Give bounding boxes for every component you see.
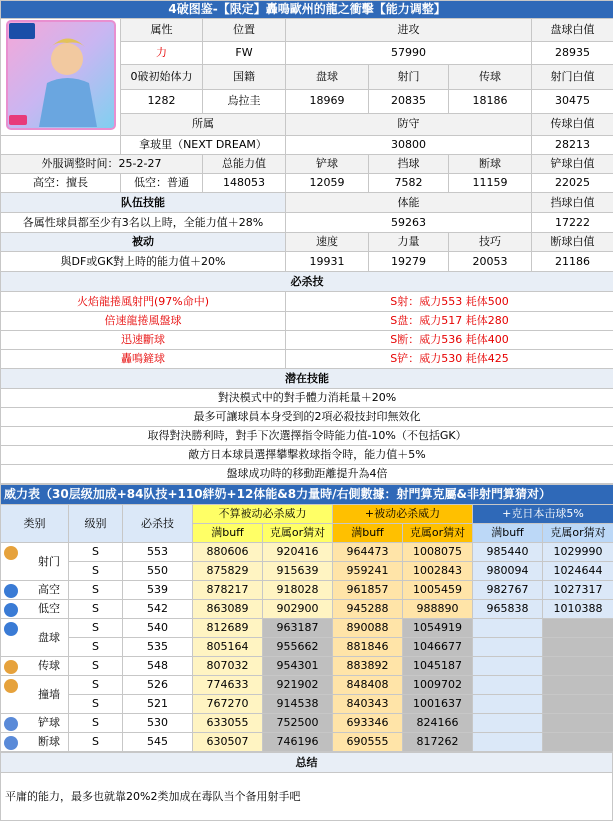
label-tackle: 铲球 [286,155,369,174]
row-skill: 548 [123,657,193,676]
label-intercept: 断球 [449,155,532,174]
power-value: 902900 [263,600,333,619]
label-nationality: 国籍 [203,65,286,89]
row-level: S [69,657,123,676]
row-level: S [69,543,123,562]
power-value: 881846 [333,638,403,657]
row-skill: 530 [123,714,193,733]
label-strength: 力量 [369,233,449,252]
power-value: 883892 [333,657,403,676]
summary-title: 总结 [1,753,613,773]
power-value [543,714,613,733]
power-value: 774633 [193,676,263,695]
value-pass-white: 28213 [532,136,613,155]
power-table [0,484,613,752]
category-label: 传球 [1,660,68,672]
power-value: 863089 [193,600,263,619]
power-value: 914538 [263,695,333,714]
power-value: 1054919 [403,619,473,638]
power-value: 918028 [263,581,333,600]
row-skill: 521 [123,695,193,714]
adjust-date: 外服调整时间：25-2-27 [1,155,203,174]
row-category [1,581,69,600]
row-skill: 553 [123,543,193,562]
power-title: 威力表（30层级加成+84队技+110絆奶+12体能&8力量時/右側數據：射門算克屬&非射門算猜对） [1,485,613,505]
value-position: FW [203,42,286,65]
special-title: 必杀技 [1,272,613,292]
power-value [473,619,543,638]
table-row [1,638,613,657]
label-initial-stamina: 0破初始体力 [121,65,203,89]
category-icon [4,660,18,674]
sub-header: 满buff [333,524,403,543]
power-value: 1002843 [403,562,473,581]
high-ball: 高空：擅長 [1,174,121,193]
row-level: S [69,562,123,581]
power-value: 848408 [333,676,403,695]
power-value [543,695,613,714]
label-intercept-white: 断球白值 [532,233,613,252]
power-value [473,676,543,695]
power-value: 985440 [473,543,543,562]
value-strength: 19279 [369,252,449,272]
power-value: 963187 [263,619,333,638]
category-icon [4,546,18,560]
power-value: 1029990 [543,543,613,562]
team-skill-title: 队伍技能 [1,193,286,213]
label-tackle-white: 铲球白值 [532,155,613,174]
power-value [543,619,613,638]
value-attack: 57990 [286,42,532,65]
power-value: 875829 [193,562,263,581]
table-row [1,714,613,733]
latent-item-3: 取得對決勝利時，對手下次選擇指令時能力值-10%（不包括GK） [1,427,613,446]
power-value: 633055 [193,714,263,733]
value-intercept: 11159 [449,174,532,193]
sub-header: 克属or猜对 [543,524,613,543]
label-speed: 速度 [286,233,369,252]
power-value [473,695,543,714]
table-row [1,600,613,619]
summary-text: 平庸的能力，最多也就靠20%2类加成在毒队当个备用射手吧 [1,773,613,821]
label-pass-white: 传球白值 [532,113,613,135]
value-club: 拿玻里（NEXT DREAM） [121,136,286,155]
row-category [1,600,69,619]
page-title: 4破图鉴-【限定】轟鳴歐州的龍之衝擊【能力调整】 [1,1,613,19]
row-skill: 550 [123,562,193,581]
player-card-art [1,19,121,132]
label-dribble: 盘球 [286,65,369,89]
power-value: 693346 [333,714,403,733]
special-name-3: 迅速斷球 [1,331,286,350]
special-name-2: 倍速龍捲風盤球 [1,312,286,331]
power-value: 840343 [333,695,403,714]
value-nationality: 烏拉圭 [203,89,286,113]
power-value: 767270 [193,695,263,714]
power-value: 817262 [403,733,473,752]
summary-table [0,752,613,821]
category-icon [4,622,18,636]
power-value: 988890 [403,600,473,619]
category-icon [4,584,18,598]
power-value: 890088 [333,619,403,638]
value-pass: 18186 [449,89,532,113]
label-stamina: 体能 [286,193,532,213]
latent-item-1: 對決模式中的對手體力消耗量＋20% [1,389,613,408]
sub-header: 克属or猜对 [403,524,473,543]
header-group-2: +被动必杀威力 [333,505,473,524]
value-initial-stamina: 1282 [121,89,203,113]
row-skill: 545 [123,733,193,752]
power-value: 980094 [473,562,543,581]
row-category [1,714,69,733]
row-skill: 542 [123,600,193,619]
power-value: 746196 [263,733,333,752]
label-attack: 进攻 [286,19,532,42]
category-label: 低空 [1,603,68,615]
power-value: 880606 [193,543,263,562]
value-tackle-white: 22025 [532,174,613,193]
power-value: 964473 [333,543,403,562]
value-shoot: 20835 [369,89,449,113]
value-attribute: 力 [121,42,203,65]
label-pass: 传球 [449,65,532,89]
header-skill: 必杀技 [123,505,193,543]
power-value: 1046677 [403,638,473,657]
table-row [1,695,613,714]
power-value: 1024644 [543,562,613,581]
power-value: 1010388 [543,600,613,619]
header-group-1: 不算被动必杀威力 [193,505,333,524]
value-defense: 30800 [286,136,532,155]
low-ball: 低空：普通 [121,174,203,193]
power-value: 752500 [263,714,333,733]
power-value: 824166 [403,714,473,733]
sub-header: 克属or猜对 [263,524,333,543]
category-label: 高空 [1,584,68,596]
value-stamina: 59263 [286,213,532,233]
category-icon [4,736,18,750]
label-shoot: 射门 [369,65,449,89]
category-label: 射门 [1,556,68,568]
power-rows [1,543,613,752]
power-value: 921902 [263,676,333,695]
category-label: 断球 [1,736,68,748]
header-type: 类别 [1,505,69,543]
power-value [473,638,543,657]
power-value: 955662 [263,638,333,657]
row-category [1,543,69,581]
power-value: 1008075 [403,543,473,562]
power-value: 1009702 [403,676,473,695]
special-name-1: 火焰龍捲風射門(97%命中) [1,292,286,312]
power-value [473,657,543,676]
power-value [543,638,613,657]
power-value [543,657,613,676]
power-value [473,733,543,752]
latent-title: 潜在技能 [1,369,613,389]
row-skill: 540 [123,619,193,638]
label-dribble-white: 盘球白值 [532,19,613,42]
row-category [1,657,69,676]
category-icon [4,717,18,731]
label-shoot-white: 射门白值 [532,65,613,89]
power-value: 965838 [473,600,543,619]
table-row [1,619,613,638]
power-value [473,714,543,733]
power-value: 954301 [263,657,333,676]
value-tackle: 12059 [286,174,369,193]
power-value: 807032 [193,657,263,676]
row-skill: 539 [123,581,193,600]
value-shoot-white: 30475 [532,89,613,113]
category-icon [4,603,18,617]
passive-text: 與DF或GK對上時的能力值＋20% [1,252,286,272]
power-value: 630507 [193,733,263,752]
value-dribble-white: 28935 [532,42,613,65]
table-row [1,676,613,695]
power-value: 961857 [333,581,403,600]
row-level: S [69,581,123,600]
label-total: 总能力值 [203,155,286,174]
card-type-cell [1,136,121,155]
row-skill: 535 [123,638,193,657]
row-level: S [69,638,123,657]
row-skill: 526 [123,676,193,695]
power-value: 945288 [333,600,403,619]
power-value: 915639 [263,562,333,581]
sub-header: 满buff [473,524,543,543]
category-label: 撞墙 [1,689,68,701]
special-name-4: 轟鳴鏟球 [1,350,286,369]
power-value [543,733,613,752]
power-value: 959241 [333,562,403,581]
table-row [1,581,613,600]
card-image [1,19,121,136]
value-intercept-white: 21186 [532,252,613,272]
value-speed: 19931 [286,252,369,272]
value-block: 7582 [369,174,449,193]
power-value: 920416 [263,543,333,562]
row-level: S [69,676,123,695]
latent-item-2: 最多可讓球員本身受到的2項必殺技封印無效化 [1,408,613,427]
row-category [1,676,69,714]
category-label: 盘球 [1,632,68,644]
power-value: 812689 [193,619,263,638]
team-skill-text: 各属性球員都至少有3名以上時，全能力值＋28% [1,213,286,233]
value-technique: 20053 [449,252,532,272]
category-icon [4,679,18,693]
power-value: 1001637 [403,695,473,714]
power-value: 1005459 [403,581,473,600]
table-row [1,562,613,581]
value-total: 148053 [203,174,286,193]
value-dribble: 18969 [286,89,369,113]
passive-title: 被动 [1,233,286,252]
label-block: 挡球 [369,155,449,174]
row-level: S [69,695,123,714]
header-level: 级别 [69,505,123,543]
row-level: S [69,733,123,752]
row-category [1,733,69,752]
latent-item-5: 盤球成功時的移動距離提升為4倍 [1,465,613,484]
label-attribute: 属性 [121,19,203,42]
table-row [1,543,613,562]
category-label: 铲球 [1,717,68,729]
latent-item-4: 敵方日本球員選擇攀擊救球指令時，能力值＋5% [1,446,613,465]
power-value: 805164 [193,638,263,657]
label-block-white: 挡球白值 [532,193,613,213]
power-value: 878217 [193,581,263,600]
table-row [1,657,613,676]
power-value [543,676,613,695]
table-row [1,733,613,752]
power-value: 690555 [333,733,403,752]
row-level: S [69,600,123,619]
sub-header: 满buff [193,524,263,543]
value-block-white: 17222 [532,213,613,233]
row-level: S [69,619,123,638]
row-level: S [69,714,123,733]
label-position: 位置 [203,19,286,42]
power-value: 1045187 [403,657,473,676]
special-stat-1: S射：威力553 耗体500 [286,292,613,312]
label-defense: 防守 [286,113,532,135]
special-stat-2: S盘：威力517 耗体280 [286,312,613,331]
power-value: 982767 [473,581,543,600]
header-group-3: +克日本击球5% [473,505,613,524]
label-club: 所属 [121,113,286,135]
row-category [1,619,69,657]
power-value: 1027317 [543,581,613,600]
label-technique: 技巧 [449,233,532,252]
special-stat-3: S断：威力536 耗体400 [286,331,613,350]
special-stat-4: S铲：威力530 耗体425 [286,350,613,369]
